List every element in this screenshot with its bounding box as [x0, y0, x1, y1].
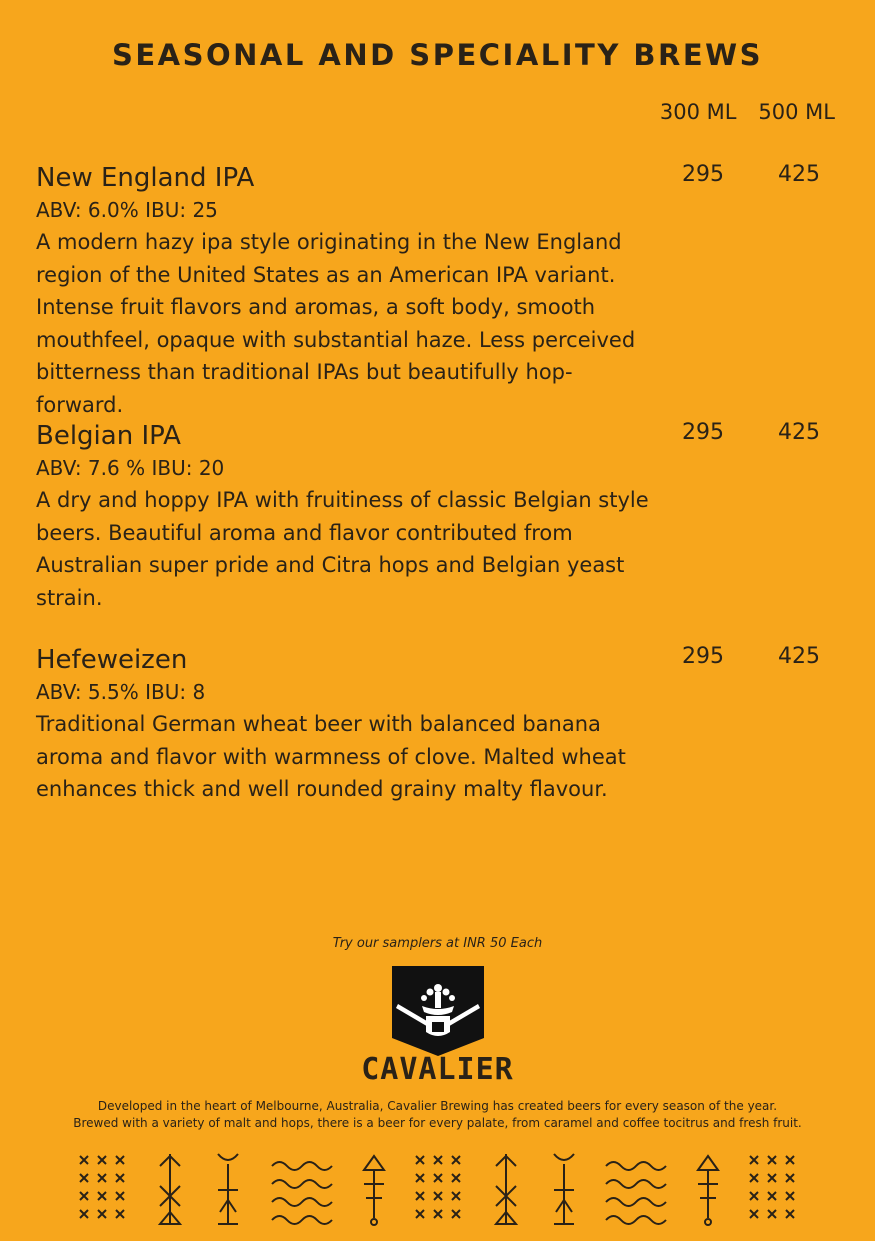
size-300-label: 300 ML: [659, 100, 737, 124]
brand-description: [0, 1098, 875, 1132]
footer-line: Brewed with a variety of malt and hops, there is a beer for every palate, from caramel and coffee tocitrus and fresh fruit.: [73, 1116, 802, 1130]
brew-name: Belgian IPA: [36, 421, 181, 451]
price-500: 425: [778, 420, 820, 445]
brew-name: Hefeweizen: [36, 645, 188, 675]
brew-name: New England IPA: [36, 163, 255, 193]
brew-stats: ABV: 7.6 % IBU: 20: [36, 456, 225, 480]
price-300: 295: [682, 644, 724, 669]
price-500: 425: [778, 162, 820, 187]
cavalier-crest-icon: [392, 966, 484, 1058]
brew-description: A dry and hoppy IPA with fruitiness of classic Belgian style beers. Beautiful aroma and flavor contributed from Australian super pride and Citra hops and Belgian yeast strain.: [36, 488, 649, 610]
size-500-label: 500 ML: [758, 100, 835, 124]
brew-item: [36, 162, 836, 421]
brand-name: CAVALIER: [361, 1052, 514, 1087]
decorative-pattern: [70, 1150, 810, 1230]
size-headers: [660, 100, 835, 124]
brew-description: A modern hazy ipa style originating in the New England region of the United States as an American IPA variant. Intense fruit flavors and aromas, a soft body, smooth mouthfeel, opaque with substantial haze. Less perceived bitterness than traditional IPAs but beautifully hop-forward.: [36, 230, 636, 417]
brew-stats: ABV: 6.0% IBU: 25: [36, 198, 218, 222]
price-300: 295: [682, 162, 724, 187]
page-title: SEASONAL AND SPECIALITY BREWS: [111, 38, 764, 72]
brew-item: [36, 644, 836, 806]
brew-description: Traditional German wheat beer with balanced banana aroma and flavor with warmness of clove. Malted wheat enhances thick and well rounded grainy malty flavour.: [36, 712, 626, 801]
sampler-note: Try our samplers at INR 50 Each: [332, 936, 543, 951]
price-300: 295: [682, 420, 724, 445]
brew-item: [36, 420, 836, 614]
footer-line: Developed in the heart of Melbourne, Australia, Cavalier Brewing has created beers for every season of the year.: [97, 1099, 778, 1113]
price-500: 425: [778, 644, 820, 669]
brew-stats: ABV: 5.5% IBU: 8: [36, 680, 206, 704]
